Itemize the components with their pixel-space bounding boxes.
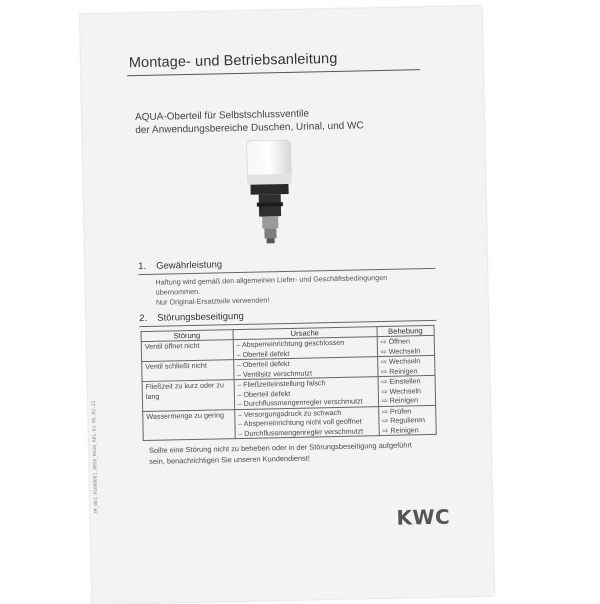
cause-text: – Fließzeiteinstellung falsch (237, 378, 326, 390)
section-1-title: Gewährleistung (156, 259, 223, 272)
document-subtitle (135, 105, 435, 137)
valve-head-product-image (245, 138, 297, 249)
troubleshooting-table (141, 325, 437, 441)
header-cause: Ursache (233, 327, 377, 340)
fault-text: Wassermenge zu gering (146, 409, 225, 421)
cause-text: – Oberteil defekt (237, 388, 291, 399)
remedy-text: ⇨ Einstellen (381, 376, 421, 387)
remedy-cell (377, 355, 435, 376)
remedy-text: ⇨ Reinigen (381, 395, 419, 406)
fault-text: Fließzeit zu kurz oder zu (145, 380, 225, 391)
fault-text: Ventil öffnet nicht (144, 340, 200, 351)
remedy-text: ⇨ Wechseln (381, 385, 422, 396)
remedy-text: ⇨ Öffnen (380, 336, 411, 347)
section-1-heading (138, 259, 222, 272)
fault-cell (142, 360, 234, 382)
cause-text: – Ventilsitz verschmutzt (236, 367, 313, 379)
warranty-line-3: Nur Original-Ersatzteile verwenden! (155, 295, 270, 307)
cause-text: – Versorgungsdruck zu schwach (237, 407, 342, 419)
section-1-number: 1. (138, 260, 147, 273)
document-code: ZM_001_01600001_8026_BAGU_A01-01_05.02.21 (91, 400, 100, 515)
cause-cell (234, 406, 379, 439)
header-fault: Störung (141, 330, 233, 342)
remedy-text: ⇨ Regulieren (382, 415, 426, 426)
service-note (149, 439, 449, 467)
warranty-line-1: Haftung wird gemäß den allgemeinen Liefer- und Geschäftsbedingungen (155, 272, 388, 287)
cause-cell (234, 377, 379, 410)
remedy-cell (378, 375, 436, 406)
cause-text: – Oberteil defekt (236, 358, 290, 370)
cause-text: – Durchflussmengenregler verschmutzt (238, 425, 364, 438)
remedy-cell (377, 335, 435, 356)
cause-text: – Absperreinrichtung nicht voll geöffnet (237, 416, 362, 429)
warranty-line-2: übernommen. (155, 286, 201, 297)
cause-text: – Absperreinrichtung geschlossen (236, 337, 345, 350)
remedy-text: ⇨ Wechseln (380, 356, 421, 367)
section-2-title: Störungsbeseitigung (157, 310, 244, 324)
remedy-text: ⇨ Prüfen (381, 405, 412, 416)
section-2-number: 2. (139, 312, 148, 325)
cause-text: – Durchflussmengenregler verschmutzt (237, 396, 363, 409)
remedy-text: ⇨ Wechseln (380, 345, 421, 356)
service-note-line-2: sein, benachrichtigen Sie unseren Kundendienst! (149, 453, 310, 466)
fault-cell (142, 380, 234, 411)
service-note-line-1: Sollte eine Störung nicht zu beheben oder in der Störungsbeseitigung aufgeführt (148, 440, 413, 455)
section-1-body (155, 272, 426, 308)
remedy-text: ⇨ Reinigen (381, 365, 418, 376)
table-row (143, 405, 437, 441)
remedy-cell (378, 405, 436, 436)
instruction-sheet (80, 6, 494, 604)
subtitle-line-2: der Anwendungsbereiche Duschen, Urinal, und WC (135, 120, 364, 137)
subtitle-line-1: AQUA-Oberteil für Selbstschlussventile (134, 108, 310, 124)
remedy-text: ⇨ Reinigen (382, 424, 419, 435)
header-remedy: Behebung (377, 325, 434, 336)
cause-text: – Oberteil defekt (236, 348, 290, 359)
section-2-heading (139, 311, 244, 324)
fault-cell (141, 340, 233, 362)
fault-text: Ventil schließt nicht (145, 360, 207, 371)
document-title: Montage- und Betriebsanleitung (128, 50, 338, 72)
fault-text: lang (145, 391, 160, 401)
fault-cell (143, 409, 235, 440)
kwc-logo: KWC (396, 504, 451, 530)
